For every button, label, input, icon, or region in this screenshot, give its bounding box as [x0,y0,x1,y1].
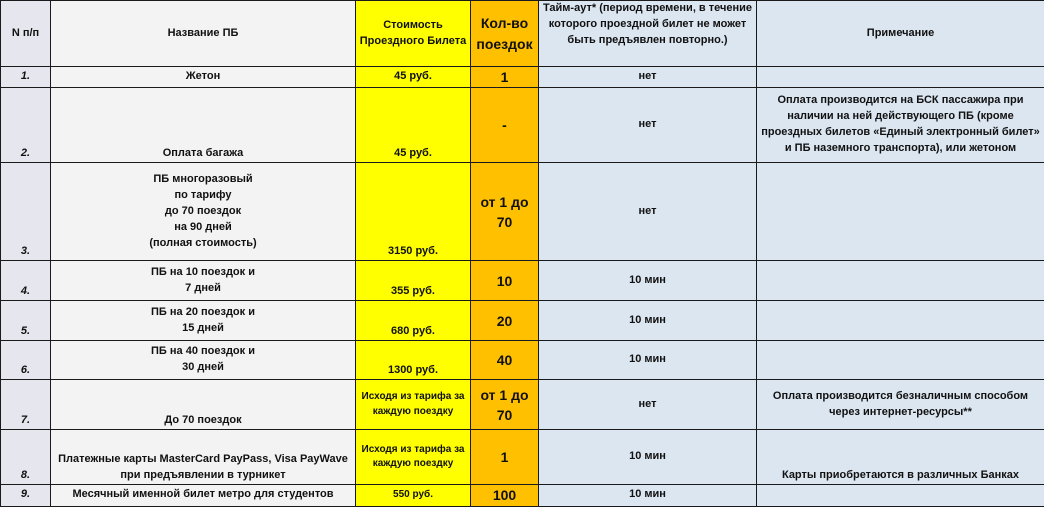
row-timeout: нет [539,163,757,261]
row-note: Оплата производится на БСК пассажира при наличии на ней действующего ПБ (кроме проездных билетов «Единый электронный билет» и ПБ наземного транспорта), или жетоном [757,88,1044,163]
row-note [757,341,1044,380]
row-name-line: до 70 поездок [53,204,353,220]
row-trips: 20 [471,301,539,341]
row-timeout: нет [539,88,757,163]
row-name [51,341,356,380]
row-name-line: ПБ многоразовый [53,172,353,188]
row-note [757,163,1044,261]
header-cost: Стоимость Проездного Билета [356,1,471,67]
row-timeout: нет [539,380,757,430]
row-timeout: 10 мин [539,430,757,485]
row-timeout: 10 мин [539,341,757,380]
row-name-line: на 90 дней [53,220,353,236]
row-num: 2. [1,88,51,163]
row-trips: 1 [471,67,539,88]
row-trips: 40 [471,341,539,380]
row-name-line: До 70 поездок [53,413,353,429]
header-trips: Кол-во поездок [471,1,539,67]
row-cost: 680 руб. [356,301,471,341]
row-name-line: 30 дней [53,360,353,376]
header-row [1,1,1044,67]
table-row [1,261,1044,301]
row-num: 3. [1,163,51,261]
table-row [1,380,1044,430]
row-name [51,88,356,163]
row-trips: 100 [471,485,539,506]
row-note: Карты приобретаются в различных Банках [757,430,1044,485]
row-trips: - [471,88,539,163]
row-cost: 355 руб. [356,261,471,301]
table-row [1,341,1044,380]
header-num: N п/п [1,1,51,67]
row-timeout: нет [539,67,757,88]
row-num: 7. [1,380,51,430]
row-note [757,301,1044,341]
row-num: 1. [1,67,51,88]
header-name: Название ПБ [51,1,356,67]
row-timeout: 10 мин [539,485,757,506]
row-name-line: (полная стоимость) [53,236,353,252]
row-num: 9. [1,485,51,506]
row-num: 8. [1,430,51,485]
table-row [1,163,1044,261]
row-trips: от 1 до 70 [471,380,539,430]
row-cost: Исходя из тарифа за каждую поездку [356,430,471,485]
row-num: 5. [1,301,51,341]
row-timeout: 10 мин [539,261,757,301]
row-timeout: 10 мин [539,301,757,341]
row-name-line: ПБ на 20 поездок и [53,305,353,321]
row-name-line: 7 дней [53,281,353,297]
header-note: Примечание [757,1,1044,67]
row-trips: 1 [471,430,539,485]
row-cost: 3150 руб. [356,163,471,261]
row-name-line: ПБ на 10 поездок и [53,265,353,281]
row-name-line: при предъявлении в турникет [53,468,353,484]
table-row [1,301,1044,341]
row-name-line: Платежные карты MasterCard PayPass, Visa PayWave [53,452,353,468]
row-name [51,380,356,430]
row-num: 4. [1,261,51,301]
row-name-line: ПБ на 40 поездок и [53,344,353,360]
row-name-line: по тарифу [53,188,353,204]
row-note [757,67,1044,88]
table-row [1,67,1044,88]
table-row [1,88,1044,163]
row-note [757,261,1044,301]
row-cost: 45 руб. [356,88,471,163]
row-cost: 1300 руб. [356,341,471,380]
row-name [51,67,356,88]
row-name [51,301,356,341]
row-name-line: Месячный именной билет метро для студентов [53,487,353,503]
row-name [51,163,356,261]
row-cost: 45 руб. [356,67,471,88]
row-name-line: Жетон [53,69,353,85]
row-cost: Исходя из тарифа за каждую поездку [356,380,471,430]
row-name-line: 15 дней [53,321,353,337]
row-name [51,430,356,485]
row-note: Оплата производится безналичным способом через интернет-ресурсы** [757,380,1044,430]
row-name [51,261,356,301]
row-trips: от 1 до 70 [471,163,539,261]
row-cost: 550 руб. [356,485,471,506]
row-trips: 10 [471,261,539,301]
header-timeout: Тайм-аут* (период времени, в течение которого проездной билет не может быть предъявлен повторно.) [539,1,757,67]
row-num: 6. [1,341,51,380]
table-row [1,430,1044,485]
row-name-line: Оплата багажа [53,146,353,162]
